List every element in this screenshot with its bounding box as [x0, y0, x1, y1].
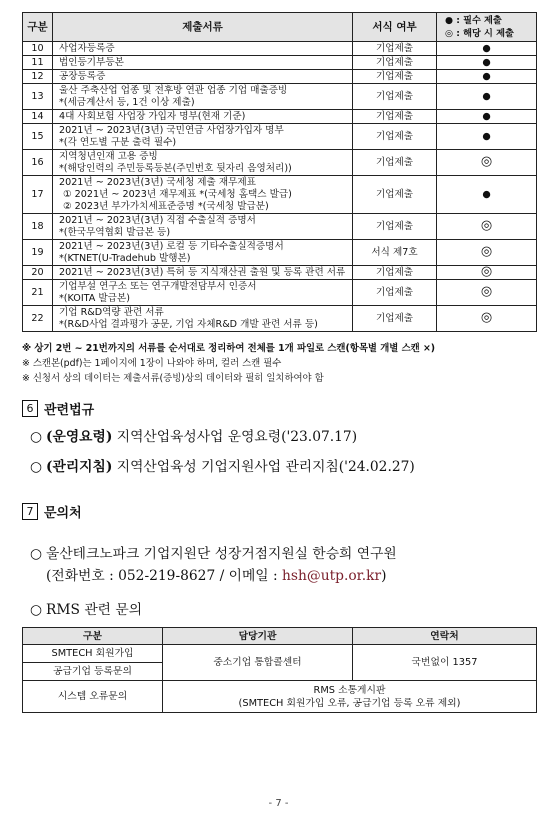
doc-line: *(KOITA 발급본) [59, 292, 130, 304]
double-circle-icon: ◎ [480, 264, 493, 279]
required-dot-icon [437, 70, 537, 84]
filled-dot-icon: ● [482, 42, 491, 54]
filled-dot-icon: ● [482, 110, 491, 122]
conditional-circle-icon [437, 240, 537, 266]
conditional-circle-icon [437, 306, 537, 332]
double-circle-icon: ◎ [480, 218, 493, 233]
doc-line: 법인등기부등본 [59, 56, 124, 68]
contact-category: SMTECH 회원가입 [23, 645, 163, 663]
form-type: 기업제출 [353, 176, 437, 214]
rms-title-text: RMS 관련 문의 [46, 602, 143, 618]
contact-board [163, 681, 537, 713]
doc-line: 4대 사회보험 사업장 가입자 명부(현재 기준) [59, 110, 246, 122]
doc-line: 2021년 ~ 2023년(3년) 직접 수출실적 증명서 [59, 214, 256, 226]
required-dot-icon [437, 176, 537, 214]
header-form: 서식 여부 [353, 13, 437, 42]
form-type: 기업제출 [353, 110, 437, 124]
contact-category: 공급기업 등록문의 [23, 663, 163, 681]
conditional-circle-icon [437, 266, 537, 280]
table-row [23, 306, 537, 332]
row-number: 14 [23, 110, 53, 124]
notes [22, 341, 536, 386]
row-number: 19 [23, 240, 53, 266]
table-row [23, 150, 537, 176]
filled-dot-icon: ● [482, 70, 491, 82]
law-item [30, 456, 536, 478]
table-header-row [23, 13, 537, 42]
rms-contact-table [22, 627, 537, 713]
doc-description [53, 176, 353, 214]
doc-description [53, 70, 353, 84]
paren-close: ) [381, 568, 387, 584]
law-text: 지역산업육성사업 운영요령('23.07.17) [112, 429, 358, 445]
doc-line: *(해당인력의 주민등록등본(주민번호 뒷자리 음영처리)) [59, 162, 292, 174]
board-name: RMS 소통게시판 [313, 684, 386, 696]
required-dot-icon [437, 56, 537, 70]
required-dot-icon [437, 84, 537, 110]
doc-line: 2021년 ~ 2023년(3년) 국민연금 사업장가입자 명부 [59, 124, 284, 136]
form-type: 기업제출 [353, 266, 437, 280]
doc-description [53, 150, 353, 176]
row-number: 22 [23, 306, 53, 332]
doc-line: ① 2021년 ~ 2023년 재무제표 *(국세청 홈택스 발급) [63, 188, 292, 200]
section-6-heading [22, 399, 536, 418]
table-row [23, 110, 537, 124]
doc-line: *(KTNET(U-Tradehub 발행본) [59, 252, 191, 264]
required-dot-icon [437, 124, 537, 150]
conditional-circle-icon [437, 150, 537, 176]
section-7-heading [22, 502, 536, 521]
form-type: 기업제출 [353, 306, 437, 332]
form-type: 기업제출 [353, 124, 437, 150]
header-docs: 제출서류 [53, 13, 353, 42]
doc-description [53, 110, 353, 124]
doc-line: *(한국무역협회 발급본 등) [59, 226, 171, 238]
legend-conditional: ◎ : 해당 시 제출 [445, 28, 514, 39]
legend-required: ● : 필수 제출 [445, 15, 502, 26]
law-label: (관리지침) [46, 459, 113, 475]
row-number: 21 [23, 280, 53, 306]
contact-person: 울산테크노파크 기업지원단 성장거점지원실 한승희 연구원 [46, 546, 397, 562]
filled-dot-icon: ● [482, 56, 491, 68]
law-label: (운영요령) [46, 429, 113, 445]
filled-dot-icon: ● [482, 188, 491, 200]
doc-description [53, 306, 353, 332]
table-row [23, 280, 537, 306]
note-3: ※ 신청서 상의 데이터는 제출서류(증빙)상의 데이터와 필히 일치하여야 함 [22, 373, 324, 384]
contact-header-contact: 연락처 [353, 628, 537, 645]
filled-dot-icon: ● [482, 90, 491, 102]
double-circle-icon: ◎ [480, 244, 493, 259]
form-type: 기업제출 [353, 42, 437, 56]
form-type: 기업제출 [353, 84, 437, 110]
note-1: ※ 상기 2번 ~ 21번까지의 서류를 순서대로 정리하여 전체를 1개 파일로 스캔(항목별 개별 스캔 ×) [22, 343, 436, 354]
table-row [23, 70, 537, 84]
row-number: 15 [23, 124, 53, 150]
table-row [23, 42, 537, 56]
double-circle-icon: ◎ [480, 154, 493, 169]
doc-line: 2021년 ~ 2023년(3년) 로컬 등 기타수출실적증명서 [59, 240, 284, 252]
doc-description [53, 214, 353, 240]
doc-line: 2021년 ~ 2023년(3년) 국세청 제출 재무제표 [59, 176, 256, 188]
table-row [23, 56, 537, 70]
form-type: 기업제출 [353, 214, 437, 240]
contact-header-org: 담당기관 [163, 628, 353, 645]
doc-line: *(세금계산서 등, 1건 이상 제출) [59, 96, 195, 108]
table-row [23, 176, 537, 214]
doc-line: 지역청년인재 고용 증빙 [59, 150, 158, 162]
page-number: - 7 - [268, 798, 289, 809]
form-type: 기업제출 [353, 70, 437, 84]
required-dot-icon [437, 110, 537, 124]
contact-line [30, 543, 536, 565]
law-item [30, 426, 536, 448]
table-row [23, 124, 537, 150]
form-type: 기업제출 [353, 150, 437, 176]
phone-text: (전화번호 : 052-219-8627 / 이메일 : [46, 568, 283, 584]
form-type: 서식 제7호 [353, 240, 437, 266]
bullet-icon: ○ [30, 459, 43, 475]
doc-description [53, 42, 353, 56]
bullet-icon: ○ [30, 429, 43, 445]
doc-line: 기업 R&D역량 관련 서류 [59, 306, 164, 318]
row-number: 18 [23, 214, 53, 240]
section-title: 문의처 [44, 506, 82, 521]
doc-line: *(R&D사업 결과평가 공문, 기업 자체R&D 개발 관련 서류 등) [59, 318, 318, 330]
table-row [23, 214, 537, 240]
table-row [23, 84, 537, 110]
doc-description [53, 266, 353, 280]
filled-dot-icon: ● [482, 130, 491, 142]
row-number: 17 [23, 176, 53, 214]
doc-description [53, 240, 353, 266]
contact-info [22, 543, 536, 621]
contact-category: 시스템 오류문의 [23, 681, 163, 713]
contact-phone: 국번없이 1357 [353, 645, 537, 681]
row-number: 20 [23, 266, 53, 280]
row-number: 11 [23, 56, 53, 70]
doc-line: 공장등록증 [59, 70, 106, 82]
doc-line: 기업부설 연구소 또는 연구개발전담부서 인증서 [59, 280, 257, 292]
doc-line: 사업자등록증 [59, 42, 115, 54]
form-type: 기업제출 [353, 280, 437, 306]
double-circle-icon: ◎ [480, 284, 493, 299]
section-number: 6 [22, 400, 38, 417]
bullet-icon: ○ [30, 546, 43, 562]
contact-org: 중소기업 통합콜센터 [163, 645, 353, 681]
board-note: (SMTECH 회원가입 오류, 공급기업 등록 오류 제외) [238, 697, 461, 709]
bullet-icon: ○ [30, 602, 43, 618]
contact-header-category: 구분 [23, 628, 163, 645]
conditional-circle-icon [437, 214, 537, 240]
row-number: 10 [23, 42, 53, 56]
contact-details [30, 565, 536, 587]
section-title: 관련법규 [44, 403, 95, 418]
submission-docs-table [22, 12, 537, 332]
doc-line: 2021년 ~ 2023년(3년) 특허 등 지식재산권 출원 및 등록 관련 서류 [59, 266, 346, 278]
required-dot-icon [437, 42, 537, 56]
rms-title [30, 599, 536, 621]
law-text: 지역산업육성 기업지원사업 관리지침('24.02.27) [112, 459, 415, 475]
doc-description [53, 124, 353, 150]
doc-description [53, 280, 353, 306]
doc-line: 울산 주축산업 업종 및 전후방 연관 업종 기업 매출증빙 [59, 84, 288, 96]
note-2: ※ 스캔본(pdf)는 1페이지에 1장이 나와야 하며, 컬러 스캔 필수 [22, 358, 282, 369]
header-legend [437, 13, 537, 42]
header-no: 구분 [23, 13, 53, 42]
table-row [23, 266, 537, 280]
doc-description [53, 56, 353, 70]
row-number: 16 [23, 150, 53, 176]
doc-description [53, 84, 353, 110]
doc-line: *(각 연도별 구분 출력 필수) [59, 136, 177, 148]
form-type: 기업제출 [353, 56, 437, 70]
email-link[interactable]: hsh@utp.or.kr [282, 568, 382, 584]
row-number: 13 [23, 84, 53, 110]
law-list [22, 426, 536, 478]
conditional-circle-icon [437, 280, 537, 306]
row-number: 12 [23, 70, 53, 84]
table-row [23, 240, 537, 266]
double-circle-icon: ◎ [480, 310, 493, 325]
section-number: 7 [22, 503, 38, 520]
doc-line: ② 2023년 부가가치세표준증명 *(국세청 발급분) [63, 200, 269, 212]
